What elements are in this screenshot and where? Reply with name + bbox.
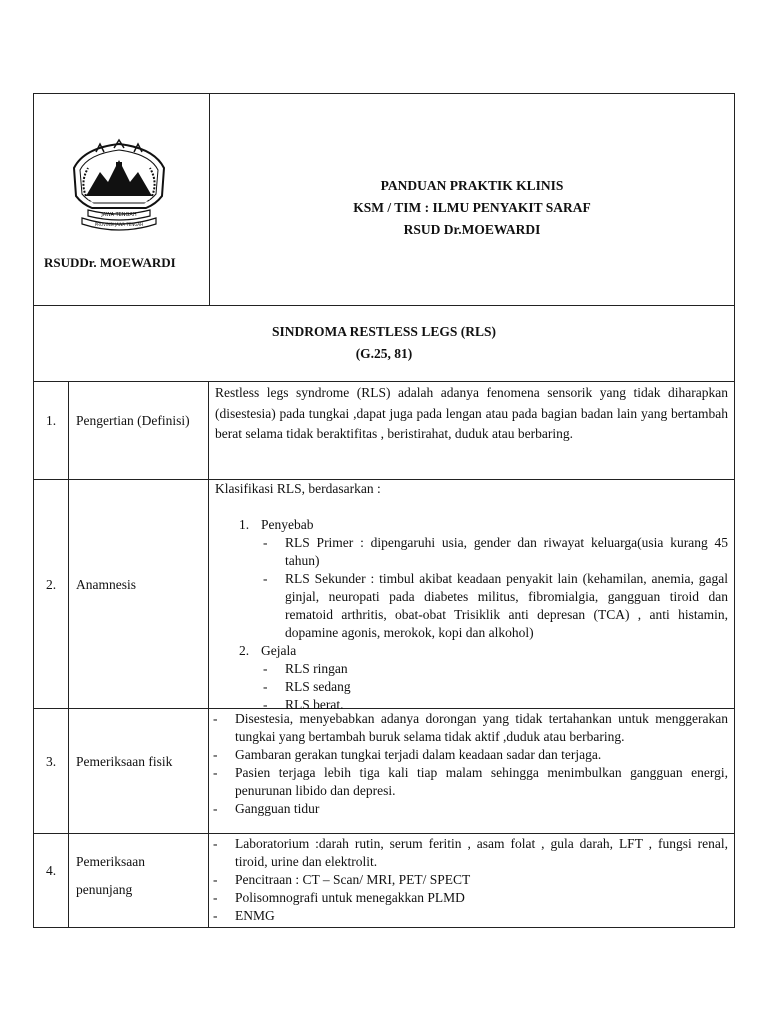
list-item bbox=[211, 889, 728, 907]
supporting-exam-content bbox=[211, 835, 728, 925]
table-border-left bbox=[33, 93, 34, 928]
definition-text: Restless legs syndrome (RLS) adalah adanya fenomena sensorik yang tidak diharapkan (disestesia) pada tungkai ,dapat juga pada lengan atau pada bagian badan lain yang bertambah berat selama tidak beraktifitas , beristirahat, duduk atau berbaring. bbox=[215, 385, 728, 441]
dash-bullet: - bbox=[263, 661, 268, 676]
row-number: 3. bbox=[45, 754, 57, 769]
dash-bullet: - bbox=[213, 801, 218, 816]
row-label: Anamnesis bbox=[76, 577, 136, 592]
title-line: PANDUAN PRAKTIK KLINIS bbox=[380, 178, 564, 193]
provincial-logo bbox=[66, 138, 172, 232]
list-number: 1. bbox=[239, 517, 250, 532]
physical-exam-content bbox=[211, 710, 728, 818]
list-item-text: RLS Sekunder : timbul akibat keadaan penyakit lain (kehamilan, anemia, gagal ginjal, neuropati pada diabetes militus, fibromialgia, gangguan tiroid dan rematoid arthritis, obat-obat Trisiklik anti depresan (TCA) , anti histamin, dopamine agonis, merokok, kopi dan alkohol) bbox=[285, 571, 728, 640]
list-item bbox=[211, 800, 728, 818]
row-label-line: Pemeriksaan bbox=[76, 854, 145, 869]
list-item-text: Gangguan tidur bbox=[235, 801, 320, 816]
topic-code: (G.25, 81) bbox=[355, 346, 413, 361]
group-title: Gejala bbox=[261, 643, 297, 658]
list-item bbox=[215, 570, 728, 642]
table-divider bbox=[33, 381, 735, 382]
list-item-text: RLS Primer : dipengaruhi usia, gender dan riwayat keluarga(usia kurang 45 tahun) bbox=[285, 535, 728, 568]
hospital-label: RSUDDr. MOEWARDI bbox=[44, 255, 176, 270]
classification-intro: Klasifikasi RLS, berdasarkan : bbox=[215, 481, 381, 496]
title-line: KSM / TIM : ILMU PENYAKIT SARAF bbox=[353, 200, 591, 215]
label-column-divider bbox=[208, 381, 209, 928]
list-item bbox=[211, 907, 728, 925]
list-item-text: RLS ringan bbox=[285, 661, 348, 676]
table-border-bottom bbox=[33, 927, 735, 928]
row-label bbox=[76, 848, 208, 904]
list-item-text: Laboratorium :darah rutin, serum feritin , asam folat , gula darah, LFT , fungsi renal, tiroid, urine dan elektrolit. bbox=[235, 836, 728, 869]
list-item bbox=[211, 764, 728, 800]
svg-text:PROVINSI JAWA TENGAH: PROVINSI JAWA TENGAH bbox=[94, 222, 144, 227]
dash-bullet: - bbox=[263, 571, 268, 586]
list-item bbox=[215, 642, 728, 660]
dash-bullet: - bbox=[213, 872, 218, 887]
row-label-line: penunjang bbox=[76, 882, 133, 897]
group-title: Penyebab bbox=[261, 517, 314, 532]
row-number: 2. bbox=[45, 577, 57, 592]
list-number: 2. bbox=[239, 643, 250, 658]
anamnesis-content bbox=[215, 480, 728, 714]
dash-bullet: - bbox=[213, 765, 218, 780]
title-line: RSUD Dr.MOEWARDI bbox=[403, 222, 541, 237]
topic-heading bbox=[34, 321, 734, 365]
row-number: 1. bbox=[45, 413, 57, 428]
row-label: Pemeriksaan fisik bbox=[76, 754, 173, 769]
list-item-text: Gambaran gerakan tungkai terjadi dalam keadaan sadar dan terjaga. bbox=[235, 747, 602, 762]
list-item bbox=[215, 660, 728, 678]
dash-bullet: - bbox=[263, 535, 268, 550]
list-item bbox=[215, 516, 728, 534]
list-item bbox=[211, 746, 728, 764]
list-item bbox=[215, 678, 728, 696]
number-column-divider bbox=[68, 381, 69, 928]
list-item-text: Pasien terjaga lebih tiga kali tiap malam sehingga menimbulkan gangguan energi, penurunan libido dan depresi. bbox=[235, 765, 728, 798]
dash-bullet: - bbox=[263, 679, 268, 694]
row-label: Pengertian (Definisi) bbox=[76, 413, 190, 428]
table-divider bbox=[33, 833, 735, 834]
dash-bullet: - bbox=[263, 697, 268, 712]
row-number: 4. bbox=[45, 863, 57, 878]
table-border-right bbox=[734, 93, 735, 928]
dash-bullet: - bbox=[213, 711, 218, 726]
svg-text:JAWA TENGAH: JAWA TENGAH bbox=[101, 212, 137, 218]
list-item-text: RLS sedang bbox=[285, 679, 351, 694]
dash-bullet: - bbox=[213, 890, 218, 905]
dash-bullet: - bbox=[213, 836, 218, 851]
document-title bbox=[210, 175, 734, 241]
provincial-logo-icon bbox=[66, 138, 172, 232]
list-item-text: RLS berat. bbox=[285, 697, 344, 712]
list-item-text: Pencitraan : CT – Scan/ MRI, PET/ SPECT bbox=[235, 872, 471, 887]
list-item-text: ENMG bbox=[235, 908, 275, 923]
dash-bullet: - bbox=[213, 908, 218, 923]
topic-title: SINDROMA RESTLESS LEGS (RLS) bbox=[272, 324, 496, 339]
list-item bbox=[215, 534, 728, 570]
table-border-top bbox=[33, 93, 735, 94]
table-divider bbox=[33, 305, 735, 306]
list-item bbox=[211, 710, 728, 746]
list-item-text: Polisomnografi untuk menegakkan PLMD bbox=[235, 890, 465, 905]
list-item-text: Disestesia, menyebabkan adanya dorongan yang tidak tertahankan untuk menggerakan tungkai yang bertambah buruk selama tidak aktif ,duduk atau berbaring. bbox=[235, 711, 728, 744]
dash-bullet: - bbox=[213, 747, 218, 762]
list-item bbox=[211, 835, 728, 871]
list-item bbox=[211, 871, 728, 889]
